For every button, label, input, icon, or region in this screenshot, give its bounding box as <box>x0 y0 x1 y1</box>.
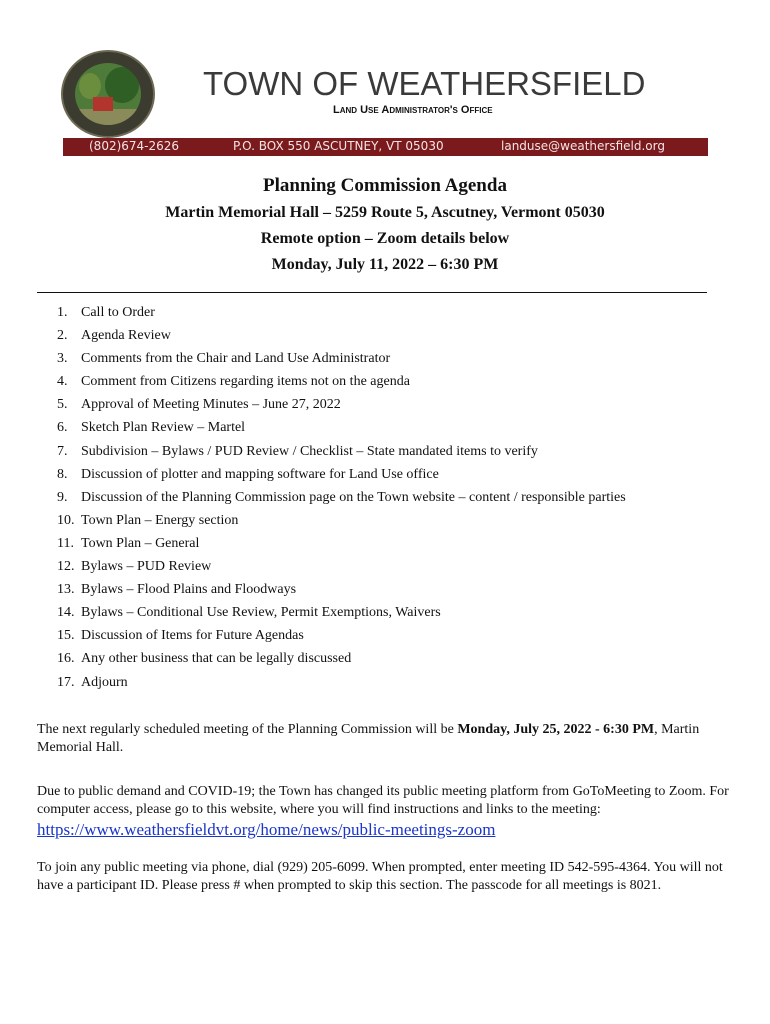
agenda-item <box>57 627 626 650</box>
meeting-location: Martin Memorial Hall – 5259 Route 5, Ascutney, Vermont 05030 <box>165 204 605 221</box>
agenda-item-number: 7. <box>57 443 68 459</box>
agenda-item-text: Call to Order <box>81 305 155 320</box>
contact-phone: (802)674-2626 <box>89 139 180 153</box>
agenda-item <box>57 650 626 673</box>
agenda-item <box>57 604 626 627</box>
agenda-item-number: 15. <box>57 628 75 644</box>
agenda-item <box>57 304 626 327</box>
agenda-item-number: 6. <box>57 420 68 436</box>
seal-tree <box>79 73 101 99</box>
agenda-item <box>57 558 626 581</box>
agenda-item-text: Bylaws – PUD Review <box>81 559 212 575</box>
contact-bar <box>63 138 708 156</box>
agenda-item-text: Town Plan – Energy section <box>81 512 239 528</box>
agenda-item <box>57 396 626 419</box>
zoom-info-link[interactable]: https://www.weathersfieldvt.org/home/news/public-meetings-zoom <box>37 820 496 839</box>
agenda-item-text: Sketch Plan Review – Martel <box>81 420 246 436</box>
agenda-item <box>57 512 626 535</box>
agenda-item-text: Discussion of plotter and mapping software for Land Use office <box>81 466 439 482</box>
agenda-item <box>57 350 626 373</box>
agenda-item-number: 13. <box>57 582 75 598</box>
divider-line <box>37 292 707 293</box>
agenda-item-text: Bylaws – Conditional Use Review, Permit Exemptions, Waivers <box>81 605 441 621</box>
agenda-item <box>57 581 626 604</box>
agenda-item-number: 14. <box>57 605 75 621</box>
agenda-list <box>57 304 626 697</box>
agenda-item-text: Comments from the Chair and Land Use Administrator <box>81 351 391 367</box>
agenda-item <box>57 466 626 489</box>
agenda-item <box>57 419 626 442</box>
agenda-item-number: 8. <box>57 466 68 482</box>
agenda-item <box>57 443 626 466</box>
remote-option: Remote option – Zoom details below <box>260 230 510 247</box>
next-meeting-text: The next regularly scheduled meeting of the Planning Commission will be <box>37 722 458 737</box>
meeting-date: Monday, July 11, 2022 – 6:30 PM <box>271 256 499 273</box>
contact-address: P.O. BOX 550 ASCUTNEY, VT 05030 <box>233 139 444 153</box>
agenda-item-number: 2. <box>57 328 68 344</box>
agenda-item-text: Subdivision – Bylaws / PUD Review / Checklist – State mandated items to verify <box>81 443 538 459</box>
seal-ground <box>75 109 141 125</box>
agenda-item <box>57 373 626 396</box>
agenda-item-text: Town Plan – General <box>81 535 200 551</box>
phone-instructions: To join any public meeting via phone, dial (929) 205-6099. When prompted, enter meeting ID 542-595-4364. You will not have a participant ID. Please press # when prompted to skip this section. The passcode for all meetings is 8021. <box>37 860 723 893</box>
agenda-item-number: 12. <box>57 559 75 575</box>
town-seal-logo <box>61 50 155 138</box>
agenda-item-number: 1. <box>57 305 68 320</box>
seal-barn <box>93 97 113 111</box>
next-meeting-location: , Martin Memorial Hall. <box>37 722 700 755</box>
agenda-item-text: Bylaws – Flood Plains and Floodways <box>81 582 297 598</box>
agenda-item-text: Discussion of Items for Future Agendas <box>81 628 304 644</box>
agenda-item-number: 3. <box>57 351 68 367</box>
agenda-item <box>57 489 626 512</box>
agenda-item <box>57 327 626 350</box>
agenda-item-number: 17. <box>57 674 75 690</box>
agenda-item-number: 5. <box>57 397 68 413</box>
agenda-item-text: Discussion of the Planning Commission page on the Town website – content / responsible parties <box>81 489 626 505</box>
next-meeting-date: Monday, July 25, 2022 - 6:30 PM <box>457 722 655 737</box>
contact-email[interactable]: landuse@weathersfield.org <box>501 139 665 153</box>
agenda-item-text: Comment from Citizens regarding items not on the agenda <box>81 374 410 390</box>
agenda-item-number: 4. <box>57 374 68 390</box>
agenda-item-text: Agenda Review <box>81 328 171 344</box>
agenda-item-number: 11. <box>57 535 74 551</box>
agenda-item <box>57 535 626 558</box>
agenda-item-number: 10. <box>57 512 75 528</box>
seal-image <box>75 63 141 125</box>
office-subtitle: Land Use Administrator's Office <box>333 104 493 116</box>
next-meeting-paragraph <box>37 721 737 757</box>
town-title: TOWN OF WEATHERSFIELD <box>203 65 646 102</box>
agenda-item-text: Approval of Meeting Minutes – June 27, 2022 <box>81 397 341 413</box>
covid-paragraph: Due to public demand and COVID-19; the Town has changed its public meeting platform from GoToMeeting to Zoom. For computer access, please go to this website, where you will find instructions and links to the meeting: <box>37 784 729 817</box>
agenda-item-number: 9. <box>57 489 68 505</box>
agenda-item <box>57 674 626 697</box>
agenda-item-number: 16. <box>57 651 75 667</box>
agenda-item-text: Adjourn <box>81 674 128 690</box>
agenda-title: Planning Commission Agenda <box>263 175 507 196</box>
agenda-item-text: Any other business that can be legally discussed <box>81 651 352 667</box>
